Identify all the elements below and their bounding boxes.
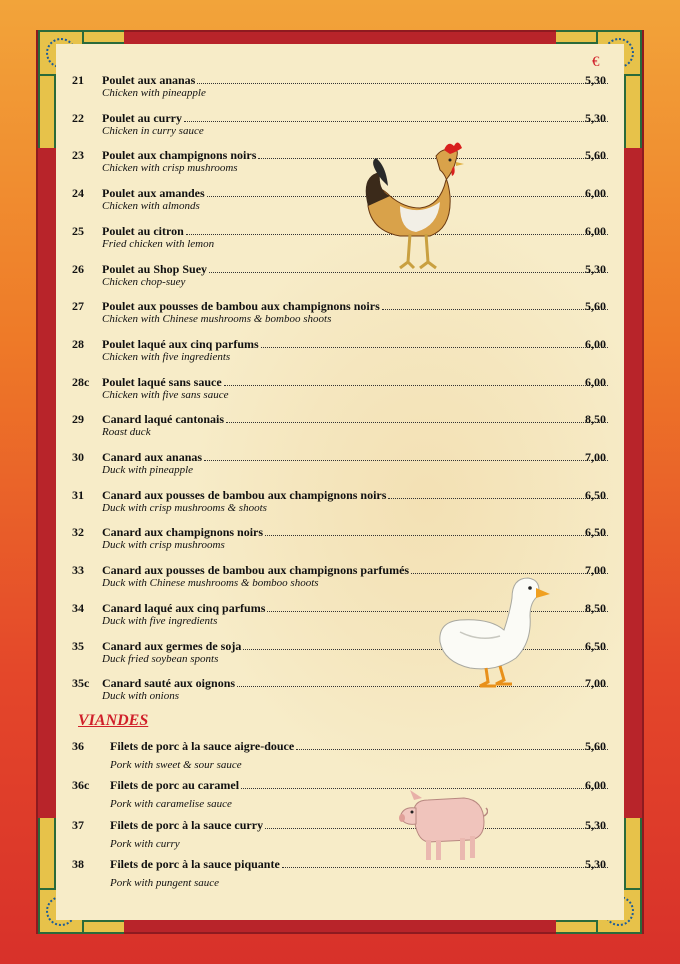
item-translation: Pork with caramelise sauce xyxy=(110,798,232,810)
item-translation: Pork with sweet & sour sauce xyxy=(110,759,242,771)
menu-item xyxy=(0,525,680,561)
ornament-strip xyxy=(84,920,124,934)
item-number: 24 xyxy=(72,186,84,201)
item-name-line xyxy=(102,375,610,390)
menu-item xyxy=(0,337,680,373)
dot-leader xyxy=(388,498,608,499)
menu-item xyxy=(0,299,680,335)
item-translation: Chicken in curry sauce xyxy=(102,124,204,137)
item-name-line xyxy=(110,818,610,833)
item-price: 6,00 xyxy=(585,336,606,351)
dot-leader xyxy=(382,309,608,310)
item-price: 8,50 xyxy=(585,600,606,615)
item-translation: Duck with pineapple xyxy=(102,464,194,476)
currency-symbol: € xyxy=(592,54,600,70)
item-name: Filets de porc à la sauce curry xyxy=(110,818,264,832)
item-name-line xyxy=(102,337,610,352)
item-name-line xyxy=(102,412,610,427)
ornament-strip xyxy=(84,30,124,44)
item-number: 27 xyxy=(72,299,84,314)
item-price: 8,50 xyxy=(585,412,606,427)
item-number: 26 xyxy=(72,261,84,276)
dot-leader xyxy=(282,867,608,868)
item-number: 36 xyxy=(72,739,84,753)
item-price: 6,50 xyxy=(585,638,606,653)
section-title-viandes: VIANDES xyxy=(78,712,149,729)
item-number: 34 xyxy=(72,600,84,615)
item-name: Canard aux ananas xyxy=(102,450,203,464)
menu-item xyxy=(0,676,680,712)
item-name: Canard sauté aux oignons xyxy=(102,676,236,691)
item-translation: Chicken with crisp mushrooms xyxy=(102,162,238,175)
item-name: Poulet laqué sans sauce xyxy=(102,374,222,389)
item-number: 21 xyxy=(72,73,84,87)
ornament-strip xyxy=(556,30,596,44)
item-translation: Chicken with five sans sauce xyxy=(102,388,229,401)
item-name-line xyxy=(102,148,610,163)
item-name: Poulet au citron xyxy=(102,223,184,238)
menu-item xyxy=(0,601,680,637)
menu-item xyxy=(0,639,680,675)
item-name: Filets de porc à la sauce aigre-douce xyxy=(110,739,295,753)
item-number: 33 xyxy=(72,563,84,578)
item-price: 7,00 xyxy=(585,450,606,464)
item-name-line xyxy=(102,111,610,126)
item-price: 6,00 xyxy=(585,374,606,389)
item-translation: Chicken with almonds xyxy=(102,200,200,213)
item-price: 5,30 xyxy=(585,857,606,871)
item-translation: Pork with curry xyxy=(110,838,180,850)
item-translation: Chicken with pineapple xyxy=(102,87,206,99)
item-name: Filets de porc au caramel xyxy=(110,778,240,792)
menu-item xyxy=(0,563,680,599)
menu-item xyxy=(0,111,680,147)
item-name-line xyxy=(102,262,610,277)
item-translation: Duck with five ingredients xyxy=(102,614,218,627)
item-name: Canard aux pousses de bambou aux champignons noirs xyxy=(102,487,387,502)
dot-leader xyxy=(243,649,608,650)
item-price: 7,00 xyxy=(585,676,606,691)
item-name: Poulet aux amandes xyxy=(102,186,205,201)
item-name-line xyxy=(110,739,610,754)
item-name: Canard laqué aux cinq parfums xyxy=(102,600,266,615)
duck-icon xyxy=(430,572,550,690)
item-name: Canard aux germes de soja xyxy=(102,638,242,653)
dot-leader xyxy=(296,749,608,750)
item-price: 5,60 xyxy=(585,739,606,753)
menu-item xyxy=(0,186,680,222)
item-number: 37 xyxy=(72,818,84,832)
item-number: 28 xyxy=(72,336,84,351)
item-name: Canard laqué cantonais xyxy=(102,412,225,427)
item-number: 30 xyxy=(72,450,84,464)
dot-leader xyxy=(184,121,608,122)
item-translation: Duck with onions xyxy=(102,690,179,703)
item-price: 5,60 xyxy=(585,148,606,163)
menu-item xyxy=(0,148,680,184)
menu-item xyxy=(0,488,680,524)
dot-leader xyxy=(261,347,608,348)
menu-item xyxy=(0,450,680,486)
item-translation: Pork with pungent sauce xyxy=(110,877,220,889)
item-price: 5,30 xyxy=(585,261,606,276)
item-price: 5,30 xyxy=(585,818,606,832)
item-name-line xyxy=(102,450,610,465)
item-translation: Chicken with five ingredients xyxy=(102,350,231,363)
pig-icon xyxy=(398,786,488,864)
item-name-line xyxy=(110,857,610,872)
item-name: Poulet aux champignons noirs xyxy=(102,148,257,163)
item-name: Filets de porc à la sauce piquante xyxy=(110,857,280,871)
item-number: 28c xyxy=(72,374,90,389)
item-price: 6,00 xyxy=(585,223,606,238)
item-translation: Roast duck xyxy=(102,426,151,439)
item-name: Poulet aux ananas xyxy=(102,73,196,87)
dot-leader xyxy=(265,535,608,536)
item-translation: Duck with Chinese mushrooms & bomboo shoots xyxy=(102,577,319,590)
item-price: 6,00 xyxy=(585,778,606,792)
item-translation: Chicken with Chinese mushrooms & bomboo shoots xyxy=(102,313,332,326)
item-name-line xyxy=(102,224,610,239)
menu-item xyxy=(0,857,680,893)
item-number: 31 xyxy=(72,487,84,502)
item-price: 5,60 xyxy=(585,299,606,314)
item-name: Poulet au curry xyxy=(102,110,182,125)
item-name-line xyxy=(102,299,610,314)
item-number: 25 xyxy=(72,223,84,238)
dot-leader xyxy=(204,460,608,461)
item-price: 5,30 xyxy=(585,110,606,125)
menu-item xyxy=(0,739,680,775)
menu-item xyxy=(0,778,680,814)
item-name: Canard aux champignons noirs xyxy=(102,525,264,540)
item-name: Poulet au Shop Suey xyxy=(102,261,208,276)
item-price: 6,50 xyxy=(585,487,606,502)
item-name-line xyxy=(102,488,610,503)
item-translation: Duck fried soybean sponts xyxy=(102,652,219,665)
item-number: 35 xyxy=(72,638,84,653)
rooster-icon xyxy=(360,136,470,272)
item-translation: Duck with crisp mushrooms & shoots xyxy=(102,501,267,514)
item-price: 6,50 xyxy=(585,525,606,540)
item-name-line xyxy=(110,778,610,793)
item-name-line xyxy=(102,525,610,540)
item-name: Canard aux pousses de bambou aux champignons parfumés xyxy=(102,563,410,578)
item-translation: Chicken chop-suey xyxy=(102,275,186,288)
item-name-line xyxy=(102,73,610,88)
item-number: 22 xyxy=(72,110,84,125)
item-number: 23 xyxy=(72,148,84,163)
item-name: Poulet aux pousses de bambou aux champignons noirs xyxy=(102,299,380,314)
menu-item xyxy=(0,375,680,411)
dot-leader xyxy=(237,686,608,687)
dot-leader xyxy=(224,385,608,386)
item-number: 38 xyxy=(72,857,84,871)
item-name: Poulet laqué aux cinq parfums xyxy=(102,336,259,351)
item-number: 32 xyxy=(72,525,84,540)
menu-item xyxy=(0,818,680,854)
item-price: 5,30 xyxy=(585,73,606,87)
menu-item xyxy=(0,73,680,109)
dot-leader xyxy=(197,83,608,84)
item-number: 29 xyxy=(72,412,84,427)
menu-item xyxy=(0,224,680,260)
item-number: 35c xyxy=(72,676,90,691)
item-price: 7,00 xyxy=(585,563,606,578)
item-name-line xyxy=(102,186,610,201)
item-translation: Fried chicken with lemon xyxy=(102,237,215,250)
item-number: 36c xyxy=(72,778,90,792)
menu-item xyxy=(0,412,680,448)
item-translation: Duck with crisp mushrooms xyxy=(102,539,225,552)
ornament-strip xyxy=(556,920,596,934)
dot-leader xyxy=(226,422,608,423)
menu-item xyxy=(0,262,680,298)
item-price: 6,00 xyxy=(585,186,606,201)
